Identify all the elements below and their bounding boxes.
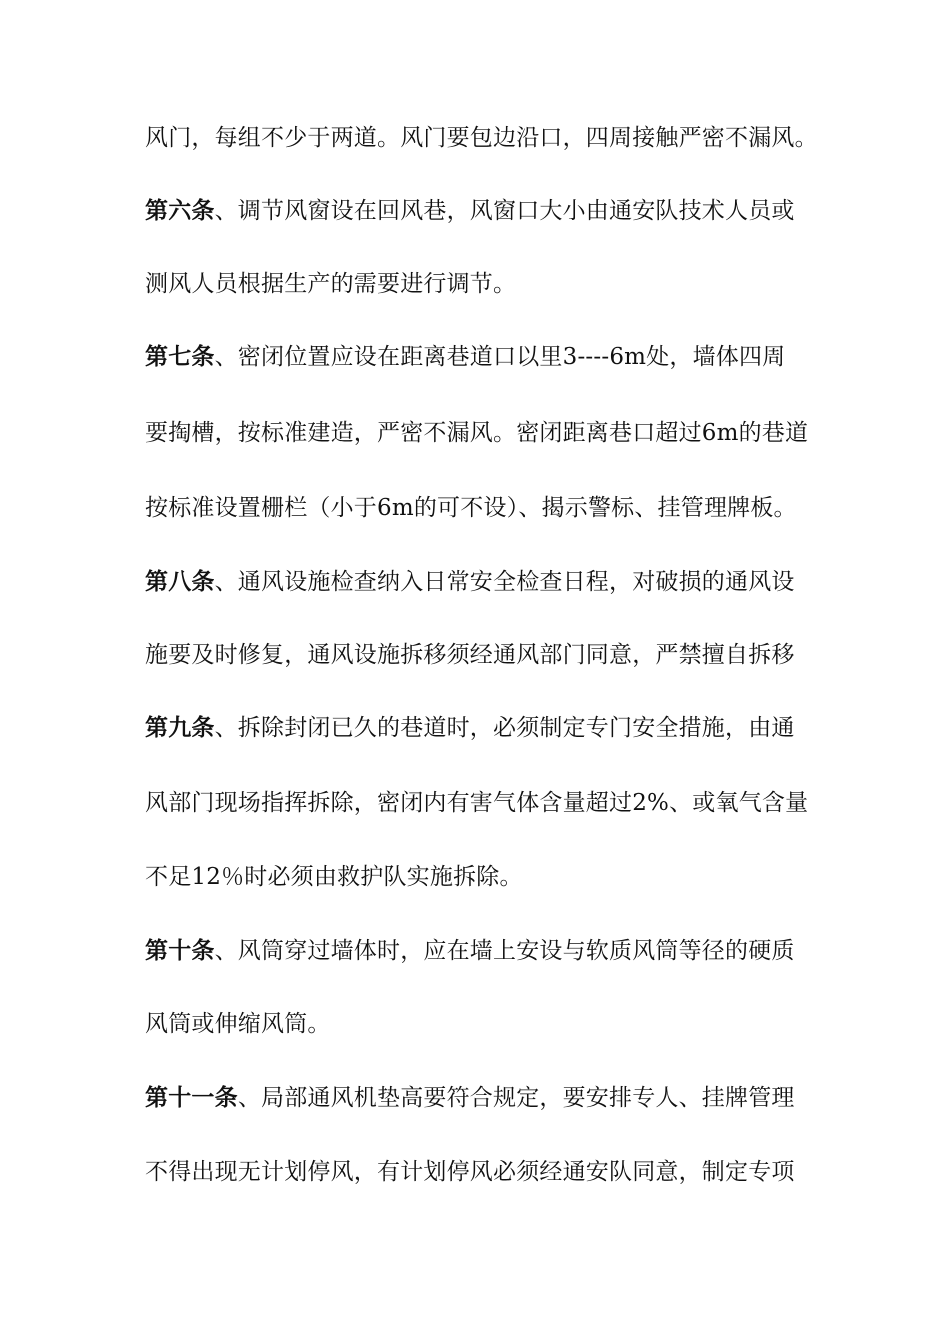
line-text: 测风人员根据生产的需要进行调节。 [145,271,517,297]
paragraph-line [145,640,825,670]
line-text: 风门，每组不少于两道。风门要包边沿口，四周接触严密不漏风。 [145,125,818,151]
article-heading: 第九条 [145,715,215,741]
article-heading: 第十条 [145,938,215,964]
paragraph-line [145,269,825,299]
article-9-line [145,713,825,743]
line-text: 、拆除封闭已久的巷道时，必须制定专门安全措施，由通 [214,715,795,741]
paragraph-line [145,418,825,448]
article-8-line [145,567,825,597]
paragraph-line [145,862,825,892]
line-text: 、风筒穿过墙体时，应在墙上安设与软质风筒等径的硬质 [214,938,795,964]
article-6-line [145,196,825,226]
line-text: 、调节风窗设在回风巷，风窗口大小由通安队技术人员或 [214,198,795,224]
article-10-line [145,936,825,966]
article-heading: 第七条 [145,344,215,370]
line-text: 不足12％时必须由救护队实施拆除。 [145,864,523,890]
paragraph-line [145,1009,825,1039]
line-text: 施要及时修复，通风设施拆移须经通风部门同意，严禁擅自拆移 [145,642,795,668]
paragraph-line [145,493,825,523]
paragraph-line [145,123,825,153]
line-text: 、局部通风机垫高要符合规定，要安排专人、挂牌管理 [237,1085,795,1111]
article-11-line [145,1083,825,1113]
paragraph-line [145,788,825,818]
line-text: 按标准设置栅栏（小于6m的可不设）、揭示警标、挂管理牌板。 [145,495,797,521]
line-text: 风部门现场指挥拆除，密闭内有害气体含量超过2%、或氧气含量 [145,790,809,816]
line-text: 风筒或伸缩风筒。 [145,1011,331,1037]
line-text: 要掏槽，按标准建造，严密不漏风。密闭距离巷口超过6m的巷道 [145,420,809,446]
line-text: 不得出现无计划停风，有计划停风必须经通安队同意，制定专项 [145,1159,795,1185]
article-heading: 第六条 [145,198,215,224]
line-text: 、密闭位置应设在距离巷道口以里3----6m处，墙体四周 [214,344,786,370]
line-text: 、通风设施检查纳入日常安全检查日程，对破损的通风设 [214,569,795,595]
article-7-line [145,342,825,372]
article-heading: 第十一条 [145,1085,238,1111]
article-heading: 第八条 [145,569,215,595]
paragraph-line [145,1157,825,1187]
